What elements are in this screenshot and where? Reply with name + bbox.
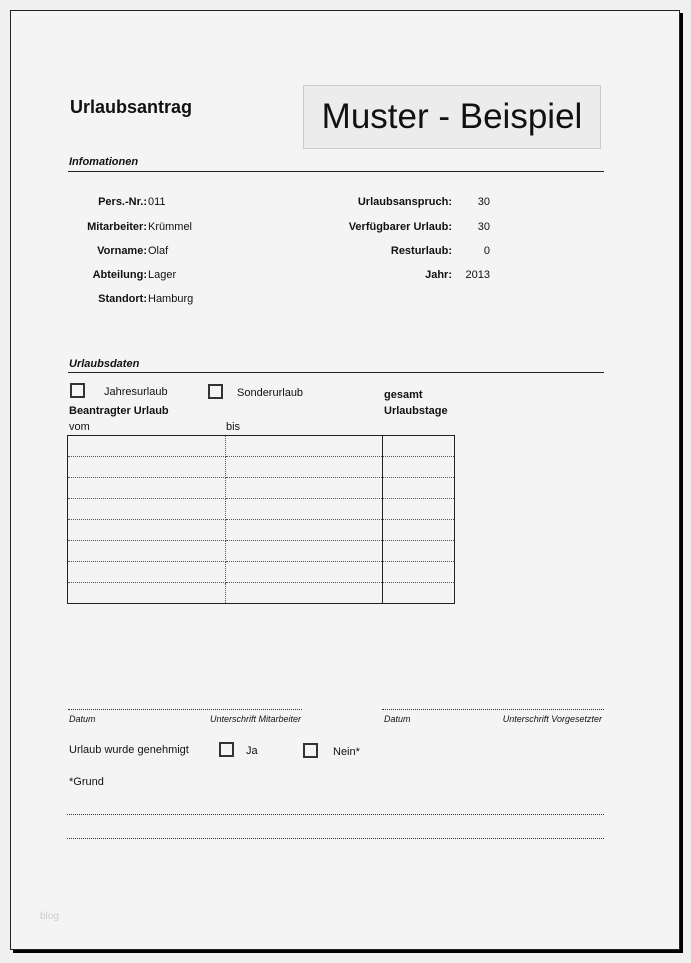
vom-cell[interactable] bbox=[68, 457, 226, 478]
value-mitarbeiter: Krümmel bbox=[148, 221, 193, 233]
label-persnr: Pers.-Nr.: bbox=[98, 196, 147, 208]
grund-line[interactable] bbox=[67, 838, 604, 839]
sonderurlaub-checkbox[interactable] bbox=[208, 384, 223, 399]
table-row bbox=[68, 562, 455, 583]
value-abteilung: Lager bbox=[148, 269, 177, 281]
bis-cell[interactable] bbox=[226, 541, 383, 562]
signature-line-employee[interactable] bbox=[68, 709, 302, 710]
label-urlaubsanspruch: Urlaubsanspruch: bbox=[357, 196, 452, 208]
table-row bbox=[68, 583, 455, 604]
blog-watermark: blog bbox=[40, 911, 59, 922]
bis-cell[interactable] bbox=[226, 499, 383, 520]
urlaubstage-label: Urlaubstage bbox=[384, 405, 448, 417]
form-title: Urlaubsantrag bbox=[70, 97, 193, 117]
label-jahr: Jahr: bbox=[425, 269, 452, 281]
value-standort: Hamburg bbox=[148, 293, 194, 305]
vom-cell[interactable] bbox=[68, 478, 226, 499]
bis-cell[interactable] bbox=[226, 583, 383, 604]
divider bbox=[68, 171, 604, 172]
days-cell[interactable] bbox=[383, 541, 455, 562]
days-cell[interactable] bbox=[383, 436, 455, 457]
jahresurlaub-label: Jahresurlaub bbox=[104, 386, 168, 398]
genehmigt-label: Urlaub wurde genehmigt bbox=[69, 744, 189, 756]
ja-checkbox[interactable] bbox=[219, 742, 234, 757]
nein-checkbox[interactable] bbox=[303, 743, 318, 758]
vom-cell[interactable] bbox=[68, 583, 226, 604]
days-cell[interactable] bbox=[383, 562, 455, 583]
ja-label: Ja bbox=[246, 745, 258, 757]
value-jahr: 2013 bbox=[465, 269, 490, 281]
table-row bbox=[68, 478, 455, 499]
grund-label: *Grund bbox=[69, 776, 104, 788]
label-verfuegbar: Verfügbarer Urlaub: bbox=[348, 221, 452, 233]
vom-cell[interactable] bbox=[68, 520, 226, 541]
table-row bbox=[68, 457, 455, 478]
bis-cell[interactable] bbox=[226, 520, 383, 541]
datum-label: Datum bbox=[69, 714, 96, 724]
bis-cell[interactable] bbox=[226, 562, 383, 583]
beantragt-label: Beantragter Urlaub bbox=[69, 405, 169, 417]
table-row bbox=[68, 520, 455, 541]
days-cell[interactable] bbox=[383, 583, 455, 604]
bis-label: bis bbox=[226, 421, 241, 433]
grund-line[interactable] bbox=[67, 814, 604, 815]
vom-cell[interactable] bbox=[68, 541, 226, 562]
value-verfuegbar: 30 bbox=[477, 221, 490, 233]
days-cell[interactable] bbox=[383, 499, 455, 520]
nein-label: Nein* bbox=[333, 746, 360, 758]
section-info-heading: Infomationen bbox=[69, 156, 139, 168]
divider bbox=[68, 372, 604, 373]
days-cell[interactable] bbox=[383, 478, 455, 499]
bis-cell[interactable] bbox=[226, 436, 383, 457]
table-row bbox=[68, 436, 455, 457]
signature-line-supervisor[interactable] bbox=[382, 709, 604, 710]
unterschrift-mitarbeiter-label: Unterschrift Mitarbeiter bbox=[209, 714, 301, 724]
bis-cell[interactable] bbox=[226, 478, 383, 499]
table-row bbox=[68, 499, 455, 520]
days-cell[interactable] bbox=[383, 457, 455, 478]
sample-watermark: Muster - Beispiel bbox=[303, 85, 601, 149]
vom-cell[interactable] bbox=[68, 562, 226, 583]
label-vorname: Vorname: bbox=[97, 245, 147, 257]
value-urlaubsanspruch: 30 bbox=[477, 196, 490, 208]
gesamt-label: gesamt bbox=[384, 389, 423, 401]
value-resturlaub: 0 bbox=[483, 245, 490, 257]
vom-cell[interactable] bbox=[68, 499, 226, 520]
days-cell[interactable] bbox=[383, 520, 455, 541]
value-vorname: Olaf bbox=[148, 245, 169, 257]
sonderurlaub-label: Sonderurlaub bbox=[237, 387, 304, 399]
datum-label: Datum bbox=[384, 714, 411, 724]
bis-cell[interactable] bbox=[226, 457, 383, 478]
value-persnr: 011 bbox=[148, 196, 166, 208]
jahresurlaub-checkbox[interactable] bbox=[70, 383, 85, 398]
label-mitarbeiter: Mitarbeiter: bbox=[87, 221, 147, 233]
section-dates-heading: Urlaubsdaten bbox=[69, 358, 140, 370]
table-row bbox=[68, 541, 455, 562]
vacation-dates-table bbox=[67, 435, 455, 604]
unterschrift-vorgesetzter-label: Unterschrift Vorgesetzter bbox=[502, 714, 602, 724]
label-resturlaub: Resturlaub: bbox=[390, 245, 452, 257]
vom-cell[interactable] bbox=[68, 436, 226, 457]
label-standort: Standort: bbox=[98, 293, 147, 305]
vom-label: vom bbox=[69, 421, 90, 433]
form-page bbox=[10, 10, 680, 950]
label-abteilung: Abteilung: bbox=[92, 269, 147, 281]
